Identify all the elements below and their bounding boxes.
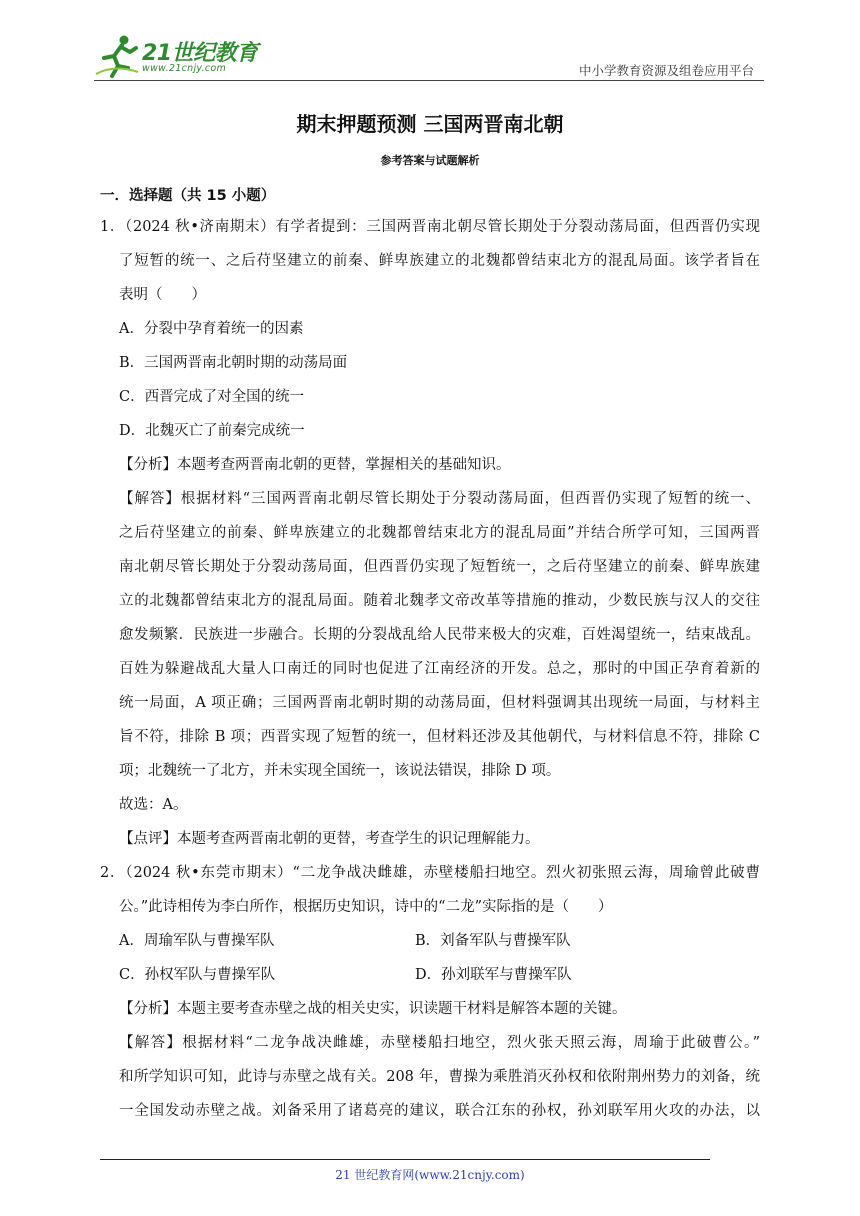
section-heading: 一．选择题（共 15 小题）	[100, 188, 276, 204]
question-stem-line: 了短暂的统一、之后苻坚建立的前秦、鲜卑族建立的北魏都曾结束北方的混乱局面。该学者旨在	[119, 253, 760, 269]
answer-line: 和所学知识可知，此诗与赤壁之战有关。208 年，曹操为乘胜消灭孙权和依附荆州势力的刘备，统	[119, 1069, 760, 1085]
platform-name: 中小学教育资源及组卷应用平台	[578, 63, 754, 78]
answer-line: 【解答】根据材料“二龙争战决雌雄，赤壁楼船扫地空，烈火张天照云海，周瑜于此破曹公。”	[119, 1035, 760, 1051]
page-title: 期末押题预测 三国两晋南北朝	[296, 112, 564, 136]
logo-url: www.21cnjy.com	[142, 63, 227, 74]
option-c: C．孙权军队与曹操军队	[119, 967, 276, 983]
header-divider	[94, 80, 764, 81]
site-logo[interactable]	[94, 34, 264, 80]
analysis-text: 【分析】本题考查两晋南北朝的更替，掌握相关的基础知识。	[119, 457, 511, 473]
option-a: A．分裂中孕育着统一的因素	[119, 321, 304, 337]
page-header	[94, 34, 764, 80]
answer-line: 之后苻坚建立的前秦、鲜卑族建立的北魏都曾结束北方的混乱局面”并结合所学可知，三国两晋	[119, 525, 760, 541]
option-a: A．周瑜军队与曹操军队	[119, 933, 275, 949]
answer-line: 南北朝尽管长期处于分裂动荡局面，但西晋仍实现了短暂统一，之后苻坚建立的前秦、鲜卑族建	[119, 559, 760, 575]
option-b: B．刘备军队与曹操军队	[415, 933, 571, 949]
question-stem-line: 公。”此诗相传为李白所作，根据历史知识，诗中的“二龙”实际指的是（ ）	[119, 899, 613, 915]
analysis-text: 【分析】本题主要考查赤壁之战的相关史实，识读题干材料是解答本题的关键。	[119, 1001, 627, 1017]
footer-divider	[100, 1159, 710, 1160]
answer-line: 百姓为躲避战乱大量人口南迁的同时也促进了江南经济的开发。总之，那时的中国正孕育着新的	[119, 661, 760, 677]
question-stem-line: 2．（2024 秋•东莞市期末）“二龙争战决雌雄，赤壁楼船扫地空。烈火初张照云海，周瑜曾此破曹	[100, 865, 760, 881]
option-b: B．三国两晋南北朝时期的动荡局面	[119, 355, 348, 371]
page-subtitle: 参考答案与试题解析	[380, 154, 480, 167]
answer-line: 旨不符，排除 B 项；西晋实现了短暂的统一，但材料还涉及其他朝代，与材料信息不符，排除 C	[119, 729, 760, 745]
question-stem-line: 表明（ ）	[119, 287, 206, 303]
option-c: C．西晋完成了对全国的统一	[119, 389, 305, 405]
choice-text: 故选：A。	[119, 797, 188, 813]
answer-line: 愈发频繁．民族进一步融合。长期的分裂战乱给人民带来极大的灾难，百姓渴望统一，结束战乱。	[119, 627, 760, 643]
answer-line: 项；北魏统一了北方，并未实现全国统一，该说法错误，排除 D 项。	[119, 763, 561, 779]
answer-line: 立的北魏都曾结束北方的混乱局面。随着北魏孝文帝改革等措施的推动，少数民族与汉人的交往	[119, 593, 760, 609]
option-d: D．孙刘联军与曹操军队	[415, 967, 572, 983]
logo-text: 21世纪教育	[142, 41, 258, 66]
option-d: D．北魏灭亡了前秦完成统一	[119, 423, 305, 439]
footer-link[interactable]: 21 世纪教育网(www.21cnjy.com)	[335, 1168, 525, 1182]
answer-line: 统一局面，A 项正确；三国两晋南北朝时期的动荡局面，但材料强调其出现统一局面，与材料主	[119, 695, 760, 711]
comment-text: 【点评】本题考查两晋南北朝的更替，考查学生的识记理解能力。	[119, 831, 540, 847]
question-stem-line: 1．（2024 秋•济南期末）有学者提到：三国两晋南北朝尽管长期处于分裂动荡局面，但西晋仍实现	[100, 219, 760, 235]
answer-line: 【解答】根据材料“三国两晋南北朝尽管长期处于分裂动荡局面，但西晋仍实现了短暂的统一、	[119, 491, 760, 507]
runner-logo-icon	[94, 34, 140, 78]
answer-line: 一全国发动赤壁之战。刘备采用了诸葛亮的建议，联合江东的孙权，孙刘联军用火攻的办法，以	[119, 1103, 760, 1119]
